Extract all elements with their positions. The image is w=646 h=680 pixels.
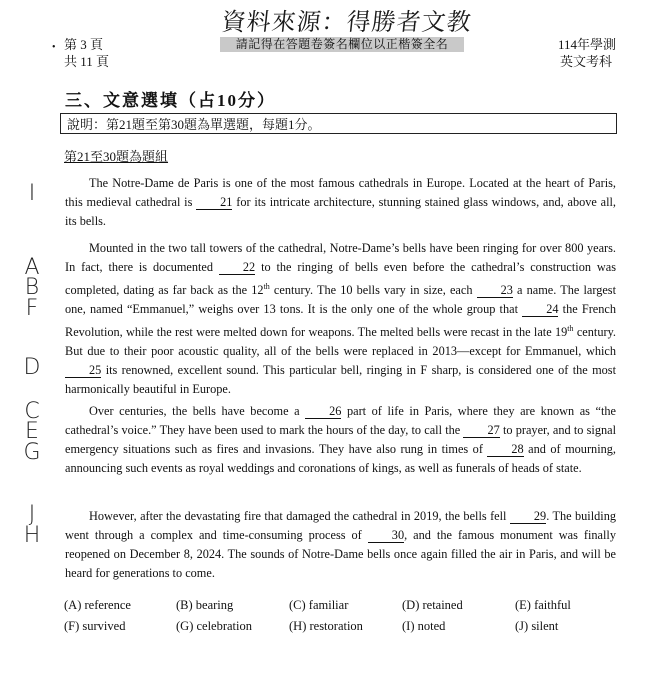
blank-30: 30	[368, 529, 404, 543]
option-j: (J) silent	[515, 619, 559, 633]
margin-note: B	[24, 275, 40, 300]
exam-year: 114年學測	[558, 37, 617, 52]
blank-22: 22	[219, 261, 255, 275]
blank-21: 21	[196, 196, 232, 210]
margin-note: I	[28, 181, 36, 206]
question-group-label: 第21至30題為題組	[64, 149, 169, 164]
margin-note: G	[23, 440, 41, 465]
total-pages: 共 11 頁	[64, 54, 110, 69]
option-f: (F) survived	[64, 619, 126, 633]
passage-paragraph-1: The Notre-Dame de Paris is one of the most famous cathedrals in Europe. Located at the heart of Paris, this medieval cathedral is 21 for its intricate architecture, stunning stained glass windows, and, above all, its bells.	[65, 176, 616, 228]
bullet-dot: •	[52, 42, 56, 53]
passage-paragraph-3: Over centuries, the bells have become a 26 part of life in Paris, where they are known as “the cathedral’s voice.” They have been used to mark the hours of the day, to call the 27 to prayer, and to signal emergency situations such as fires and invasions. They have also rung in times of 28 and of mourning, announcing such events as royal weddings and coronations of kings, as well as funerals of heads of state.	[65, 404, 616, 475]
margin-note: J	[28, 502, 36, 527]
page-number: 第 3 頁	[64, 37, 104, 52]
option-c: (C) familiar	[289, 598, 349, 612]
blank-24: 24	[522, 303, 558, 317]
option-a: (A) reference	[64, 598, 131, 612]
blank-26: 26	[305, 405, 341, 419]
blank-28: 28	[487, 443, 523, 457]
margin-note: F	[25, 296, 39, 321]
margin-note: E	[25, 419, 39, 444]
option-e: (E) faithful	[515, 598, 571, 612]
blank-23: 23	[477, 284, 513, 298]
exam-subject: 英文考科	[560, 54, 613, 69]
margin-note: D	[23, 355, 41, 380]
option-b: (B) bearing	[176, 598, 234, 612]
margin-note: C	[24, 399, 40, 424]
signature-reminder-banner: 請記得在答題卷簽名欄位以正楷簽全名	[220, 37, 464, 52]
section-title: 三、文意選填（占10分）	[65, 91, 276, 110]
passage-paragraph-2: Mounted in the two tall towers of the cathedral, Notre-Dame’s bells have been ringing for over 800 years. In fact, there is documented 22 to the ringing of bells even before the cathedral’s construction was completed, dating as far back as the 12th century. The 10 bells vary in size, each 23 a name. The largest one, named “Emmanuel,” weighs over 13 tons. It is the only one of the whole group that 24 the French Revolution, while the rest were melted down for weapons. The melted bells were recast in the late 19th century. But due to their poor acoustic quality, all of the bells were replaced in 2013—except for Emmanuel, which 25 its renowned, excellent sound. This particular bell, ringing in F sharp, is considered one of the most harmonically beautiful in Europe.	[65, 241, 617, 397]
instructions-box: 說明：第21題至第30題為單選題，每題1分。	[60, 113, 617, 134]
option-d: (D) retained	[402, 598, 463, 612]
blank-29: 29	[510, 510, 546, 524]
margin-note: H	[23, 523, 41, 548]
blank-25: 25	[65, 364, 101, 378]
source-watermark: 資料來源：得勝者文教	[220, 8, 474, 36]
option-g: (G) celebration	[176, 619, 253, 633]
option-i: (I) noted	[402, 619, 446, 633]
passage-paragraph-4: However, after the devastating fire that damaged the cathedral in 2019, the bells fell 29. The building went through a complex and time-consuming process of 30, and the famous monument was finally reopened on December 8, 2024. The sounds of Notre-Dame bells once again filled the air in Paris, and will be heard for generations to come.	[65, 509, 616, 580]
blank-27: 27	[463, 424, 499, 438]
option-h: (H) restoration	[289, 619, 363, 633]
margin-note: A	[24, 255, 40, 280]
